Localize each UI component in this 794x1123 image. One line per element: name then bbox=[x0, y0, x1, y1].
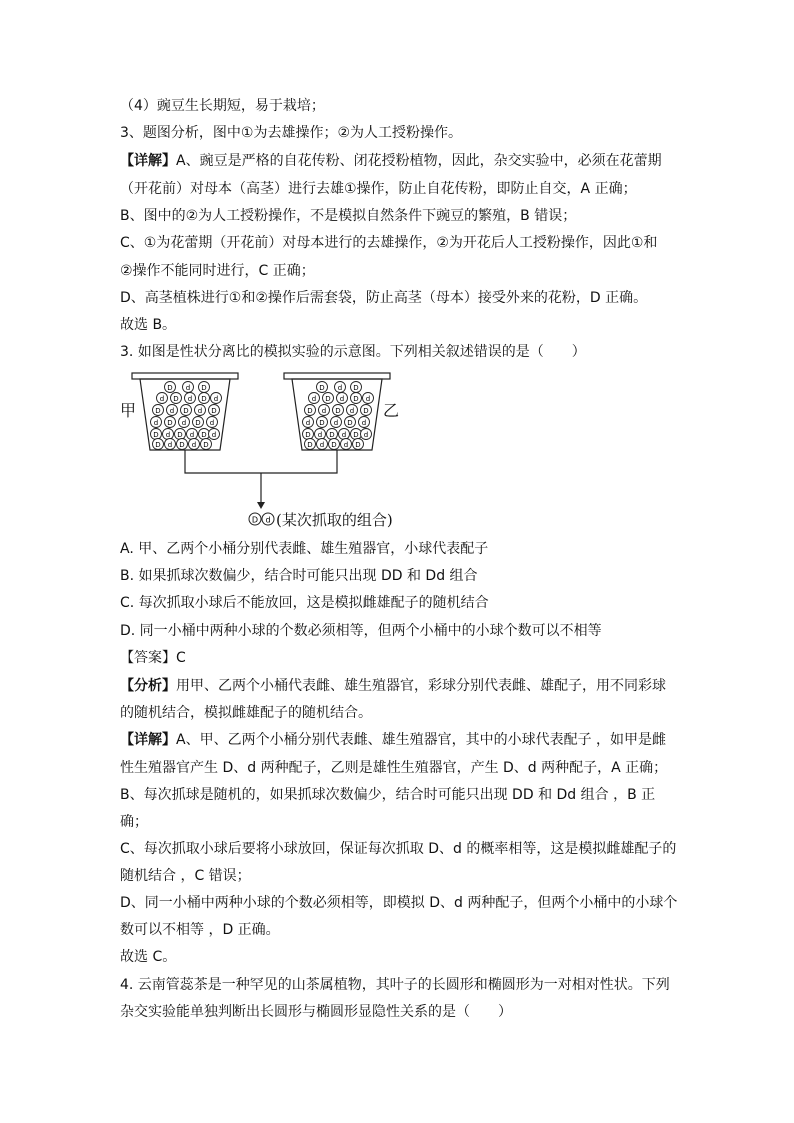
ball-letter: D bbox=[319, 419, 325, 427]
balls-yi bbox=[303, 382, 374, 450]
ball-letter: d bbox=[361, 419, 367, 427]
ball-letter: D bbox=[203, 441, 209, 449]
text-line: （开花前）对母本（高茎）进行去雄①操作，防止自花传粉，即防止自交，A 正确； bbox=[120, 181, 637, 197]
ball-letter: d bbox=[181, 419, 187, 427]
section-label: 【分析】 bbox=[120, 678, 176, 694]
text-line: 故选 B。 bbox=[120, 317, 177, 333]
ball-letter: d bbox=[165, 431, 171, 439]
ball-letter: d bbox=[343, 441, 349, 449]
text-line: C、①为花蕾期（开花前）对母本进行的去雄操作，②为开花后人工授粉操作，因此①和 bbox=[120, 235, 658, 251]
ball-letter: d bbox=[317, 431, 323, 439]
ball-letter: D bbox=[167, 384, 173, 392]
ball-letter: D bbox=[307, 407, 313, 415]
ball-letter: D bbox=[177, 431, 183, 439]
ball-letter: D bbox=[183, 407, 189, 415]
figure-caption: (某次抓取的组合) bbox=[276, 511, 393, 529]
ball-letter: D bbox=[201, 384, 207, 392]
ball-letter: d bbox=[185, 384, 191, 392]
section-label: 【详解】 bbox=[120, 732, 176, 748]
ball-letter: D bbox=[363, 407, 369, 415]
ball-letter: D bbox=[201, 395, 207, 403]
text-line: B、每次抓球是随机的，如果抓球次数偏少，结合时可能只出现 DD 和 Dd 组合 ，B 正 bbox=[120, 787, 656, 803]
bucket-jia bbox=[132, 373, 238, 450]
question-3-stem: 3. 如图是性状分离比的模拟实验的示意图。下列相关叙述错误的是（ ） bbox=[120, 344, 586, 360]
ball-letter: D bbox=[179, 441, 185, 449]
bucket-label-jia: 甲 bbox=[120, 401, 137, 420]
ball-letter: d bbox=[339, 395, 345, 403]
ball-letter: D bbox=[335, 407, 341, 415]
ball-letter: d bbox=[213, 395, 219, 403]
ball-letter: D bbox=[353, 431, 359, 439]
section-label: 【详解】 bbox=[120, 153, 176, 169]
option-a: A. 甲、乙两个小桶分别代表雌、雄生殖器官，小球代表配子 bbox=[120, 541, 489, 557]
ball-letter: d bbox=[189, 431, 195, 439]
ball-letter: d bbox=[167, 441, 173, 449]
ball-letter: D bbox=[153, 431, 159, 439]
text-line: ②操作不能同时进行，C 正确； bbox=[120, 263, 315, 279]
ball-letter: d bbox=[191, 441, 197, 449]
text-line bbox=[120, 676, 666, 696]
text-line: B、图中的②为人工授粉操作，不是模拟自然条件下豌豆的繁殖，B 错误； bbox=[120, 208, 577, 224]
ball-letter: D bbox=[195, 419, 201, 427]
bucket-label-yi: 乙 bbox=[383, 401, 400, 420]
ball-letter: D bbox=[331, 441, 337, 449]
option-c: C. 每次抓取小球后不能放回，这是模拟雌雄配子的随机结合 bbox=[120, 595, 489, 611]
ball-letter: d bbox=[159, 395, 165, 403]
ball-letter: D bbox=[173, 395, 179, 403]
text-line: D、同一小桶中两种小球的个数必须相等，即模拟 D、d 两种配子，但两个小桶中的小球个 bbox=[120, 895, 678, 911]
text-line bbox=[120, 730, 666, 750]
ball-letter: d bbox=[337, 384, 343, 392]
text-line: （4）豌豆生长期短，易于栽培； bbox=[120, 98, 325, 114]
text-run: A、甲、乙两个小桶分别代表雌、雄生殖器官，其中的小球代表配子 ，如甲是雌 bbox=[176, 732, 667, 748]
ball-letter: d bbox=[319, 441, 325, 449]
ball-letter: D bbox=[211, 407, 217, 415]
text-line: 确； bbox=[120, 814, 148, 830]
text-line: 故选 C。 bbox=[120, 949, 177, 965]
ball-letter: D bbox=[353, 395, 359, 403]
ball-letter: d bbox=[363, 431, 369, 439]
connector-line bbox=[185, 450, 337, 473]
ball-letter: d bbox=[341, 431, 347, 439]
ball-letter: D bbox=[201, 431, 207, 439]
ball-letter: d bbox=[333, 419, 339, 427]
ball-letter: D bbox=[155, 441, 161, 449]
ball-letter: d bbox=[197, 407, 203, 415]
text-line: 数可以不相等 ，D 正确。 bbox=[120, 922, 280, 938]
ball-letter: d bbox=[349, 407, 355, 415]
ball-letter: d bbox=[153, 419, 159, 427]
option-d: D. 同一小桶中两种小球的个数必须相等，但两个小桶中的小球个数可以不相等 bbox=[120, 623, 602, 639]
question-4-stem-cont: 杂交实验能单独判断出长圆形与椭圆形显隐性关系的是（ ） bbox=[120, 1004, 512, 1020]
question-4-stem: 4. 云南管蕊茶是一种罕见的山茶属植物，其叶子的长圆形和椭圆形为一对相对性状。下列 bbox=[120, 977, 670, 993]
text-line: 的随机结合，模拟雌雄配子的随机结合。 bbox=[120, 705, 372, 721]
ball-letter: D bbox=[319, 384, 325, 392]
answer-line: 【答案】C bbox=[120, 650, 186, 666]
ball-letter: d bbox=[169, 407, 175, 415]
ball-letter: D bbox=[155, 407, 161, 415]
ball-letter: D bbox=[307, 441, 313, 449]
result-ball-1: D bbox=[251, 515, 259, 525]
ball-letter: D bbox=[329, 431, 335, 439]
ball-letter: D bbox=[325, 395, 331, 403]
text-line: C、每次抓取小球后要将小球放回，保证每次抓取 D、d 的概率相等，这是模拟雌雄配子的 bbox=[120, 841, 677, 857]
text-line: D、高茎植株进行①和②操作后需套袋，防止高茎（母本）接受外来的花粉，D 正确。 bbox=[120, 290, 648, 306]
ball-letter: d bbox=[209, 419, 215, 427]
bucket-diagram bbox=[118, 366, 438, 536]
ball-letter: D bbox=[353, 384, 359, 392]
result-balls bbox=[249, 513, 274, 525]
ball-letter: D bbox=[355, 441, 361, 449]
text-line: 性生殖器官产生 D、d 两种配子，乙则是雄性生殖器官，产生 D、d 两种配子，A 正确； bbox=[120, 760, 668, 776]
text-run: A、豌豆是严格的自花传粉、闭花授粉植物，因此，杂交实验中，必须在花蕾期 bbox=[176, 153, 662, 169]
text-run: 用甲、乙两个小桶代表雌、雄生殖器官，彩球分别代表雌、雄配子，用不同彩球 bbox=[176, 678, 666, 694]
ball-letter: d bbox=[187, 395, 193, 403]
text-line: 3、题图分析，图中①为去雄操作；②为人工授粉操作。 bbox=[120, 125, 463, 141]
option-b: B. 如果抓球次数偏少，结合时可能只出现 DD 和 Dd 组合 bbox=[120, 568, 478, 584]
ball-letter: D bbox=[347, 419, 353, 427]
text-line bbox=[120, 151, 662, 171]
bucket-yi bbox=[284, 373, 390, 450]
ball-letter: d bbox=[321, 407, 327, 415]
ball-letter: d bbox=[211, 431, 217, 439]
balls-jia bbox=[151, 382, 222, 450]
ball-letter: d bbox=[311, 395, 317, 403]
result-ball-2: d bbox=[265, 515, 271, 525]
text-line: 随机结合 ，C 错误； bbox=[120, 868, 251, 884]
ball-letter: d bbox=[305, 419, 311, 427]
ball-letter: d bbox=[365, 395, 371, 403]
arrow-head bbox=[257, 502, 265, 509]
ball-letter: D bbox=[167, 419, 173, 427]
ball-letter: D bbox=[305, 431, 311, 439]
